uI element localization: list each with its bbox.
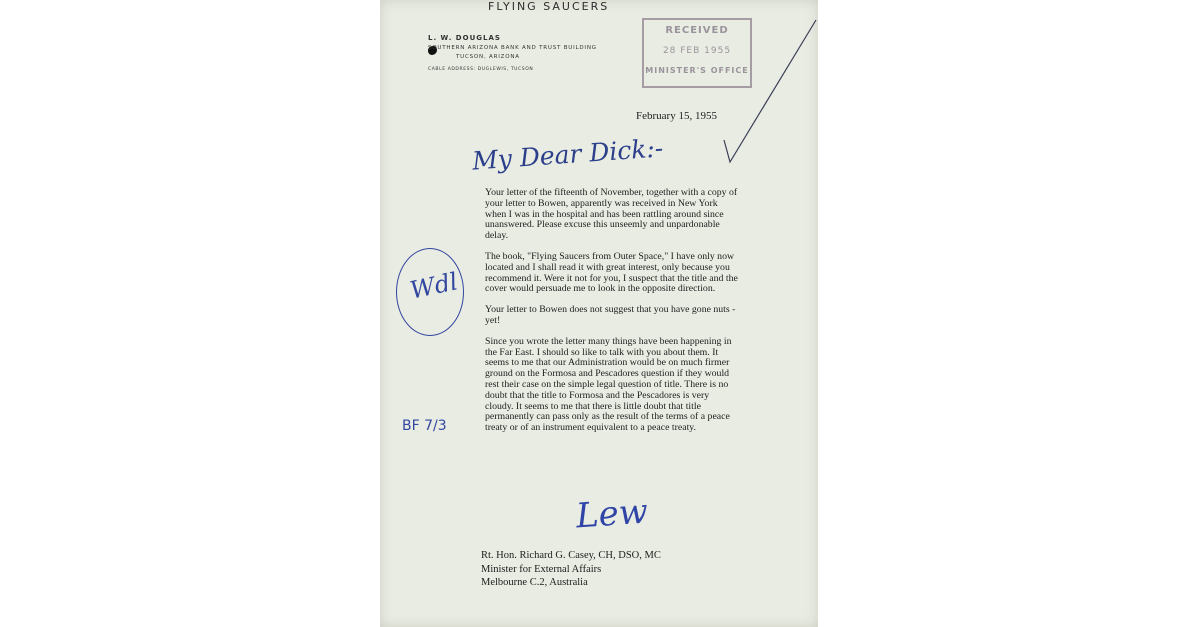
stamp-received-label: RECEIVED [665,25,729,36]
letterhead-address-line2: TUCSON, ARIZONA [456,54,520,60]
checkmark-icon [720,0,818,170]
stamp-office-label: MINISTER'S OFFICE [645,66,749,75]
letterhead-cable-address: CABLE ADDRESS: DUGLEWIS, TUCSON [428,67,534,72]
body-paragraph-1: Your letter of the fifteenth of November, together with a copy of your letter to Bowen, apparently was received in New York when I was in the hospital and has been rattling around since unanswered. Please excuse this unseemly and unpardonable delay. [485,187,738,242]
margin-initials: Wdl [407,267,461,305]
body-paragraph-3: Your letter to Bowen does not suggest that you have gone nuts - yet! [485,304,736,326]
addressee-line-1: Rt. Hon. Richard G. Casey, CH, DSO, MC [481,550,661,561]
addressee-line-2: Minister for External Affairs [481,563,602,575]
stamp-date: 28 FEB 1955 [662,46,732,56]
addressee-block [481,549,661,590]
letter-page [380,0,818,627]
handwritten-signature: Lew [574,491,650,537]
handwritten-salutation: My Dear Dick:- [471,133,665,176]
letterhead-address-line1: SOUTHERN ARIZONA BANK AND TRUST BUILDING [428,45,597,51]
letterhead-name: L. W. DOUGLAS [428,34,501,42]
letter-date: February 15, 1955 [636,110,717,122]
letter-body [485,188,740,444]
handwritten-topic-note: FLYING SAUCERS [488,0,610,13]
body-paragraph-4: Since you wrote the letter many things have been happening in the Far East. I should so like to talk with you about them. It seems to me that our Administration would be on much firmer ground on the Formosa and Pescadores question if they would rest their case on the simple legal question of title. There is no doubt that the title to Formosa and the Pescadores is very cloudy. It seems to me that there is little doubt that title permanently can pass only as the result of the terms of a peace treaty or of an instrument equivalent to a peace treaty. [485,335,732,434]
addressee-line-3: Melbourne C.2, Australia [481,577,588,588]
margin-file-note: BF 7/3 [402,418,447,434]
letterhead [428,34,628,72]
body-paragraph-2: The book, "Flying Saucers from Outer Space," I have only now located and I shall read it with great interest, only because you recommend it. Were it not for you, I suspect that the title and the cover would persuade me to look in the opposite direction. [485,250,738,295]
